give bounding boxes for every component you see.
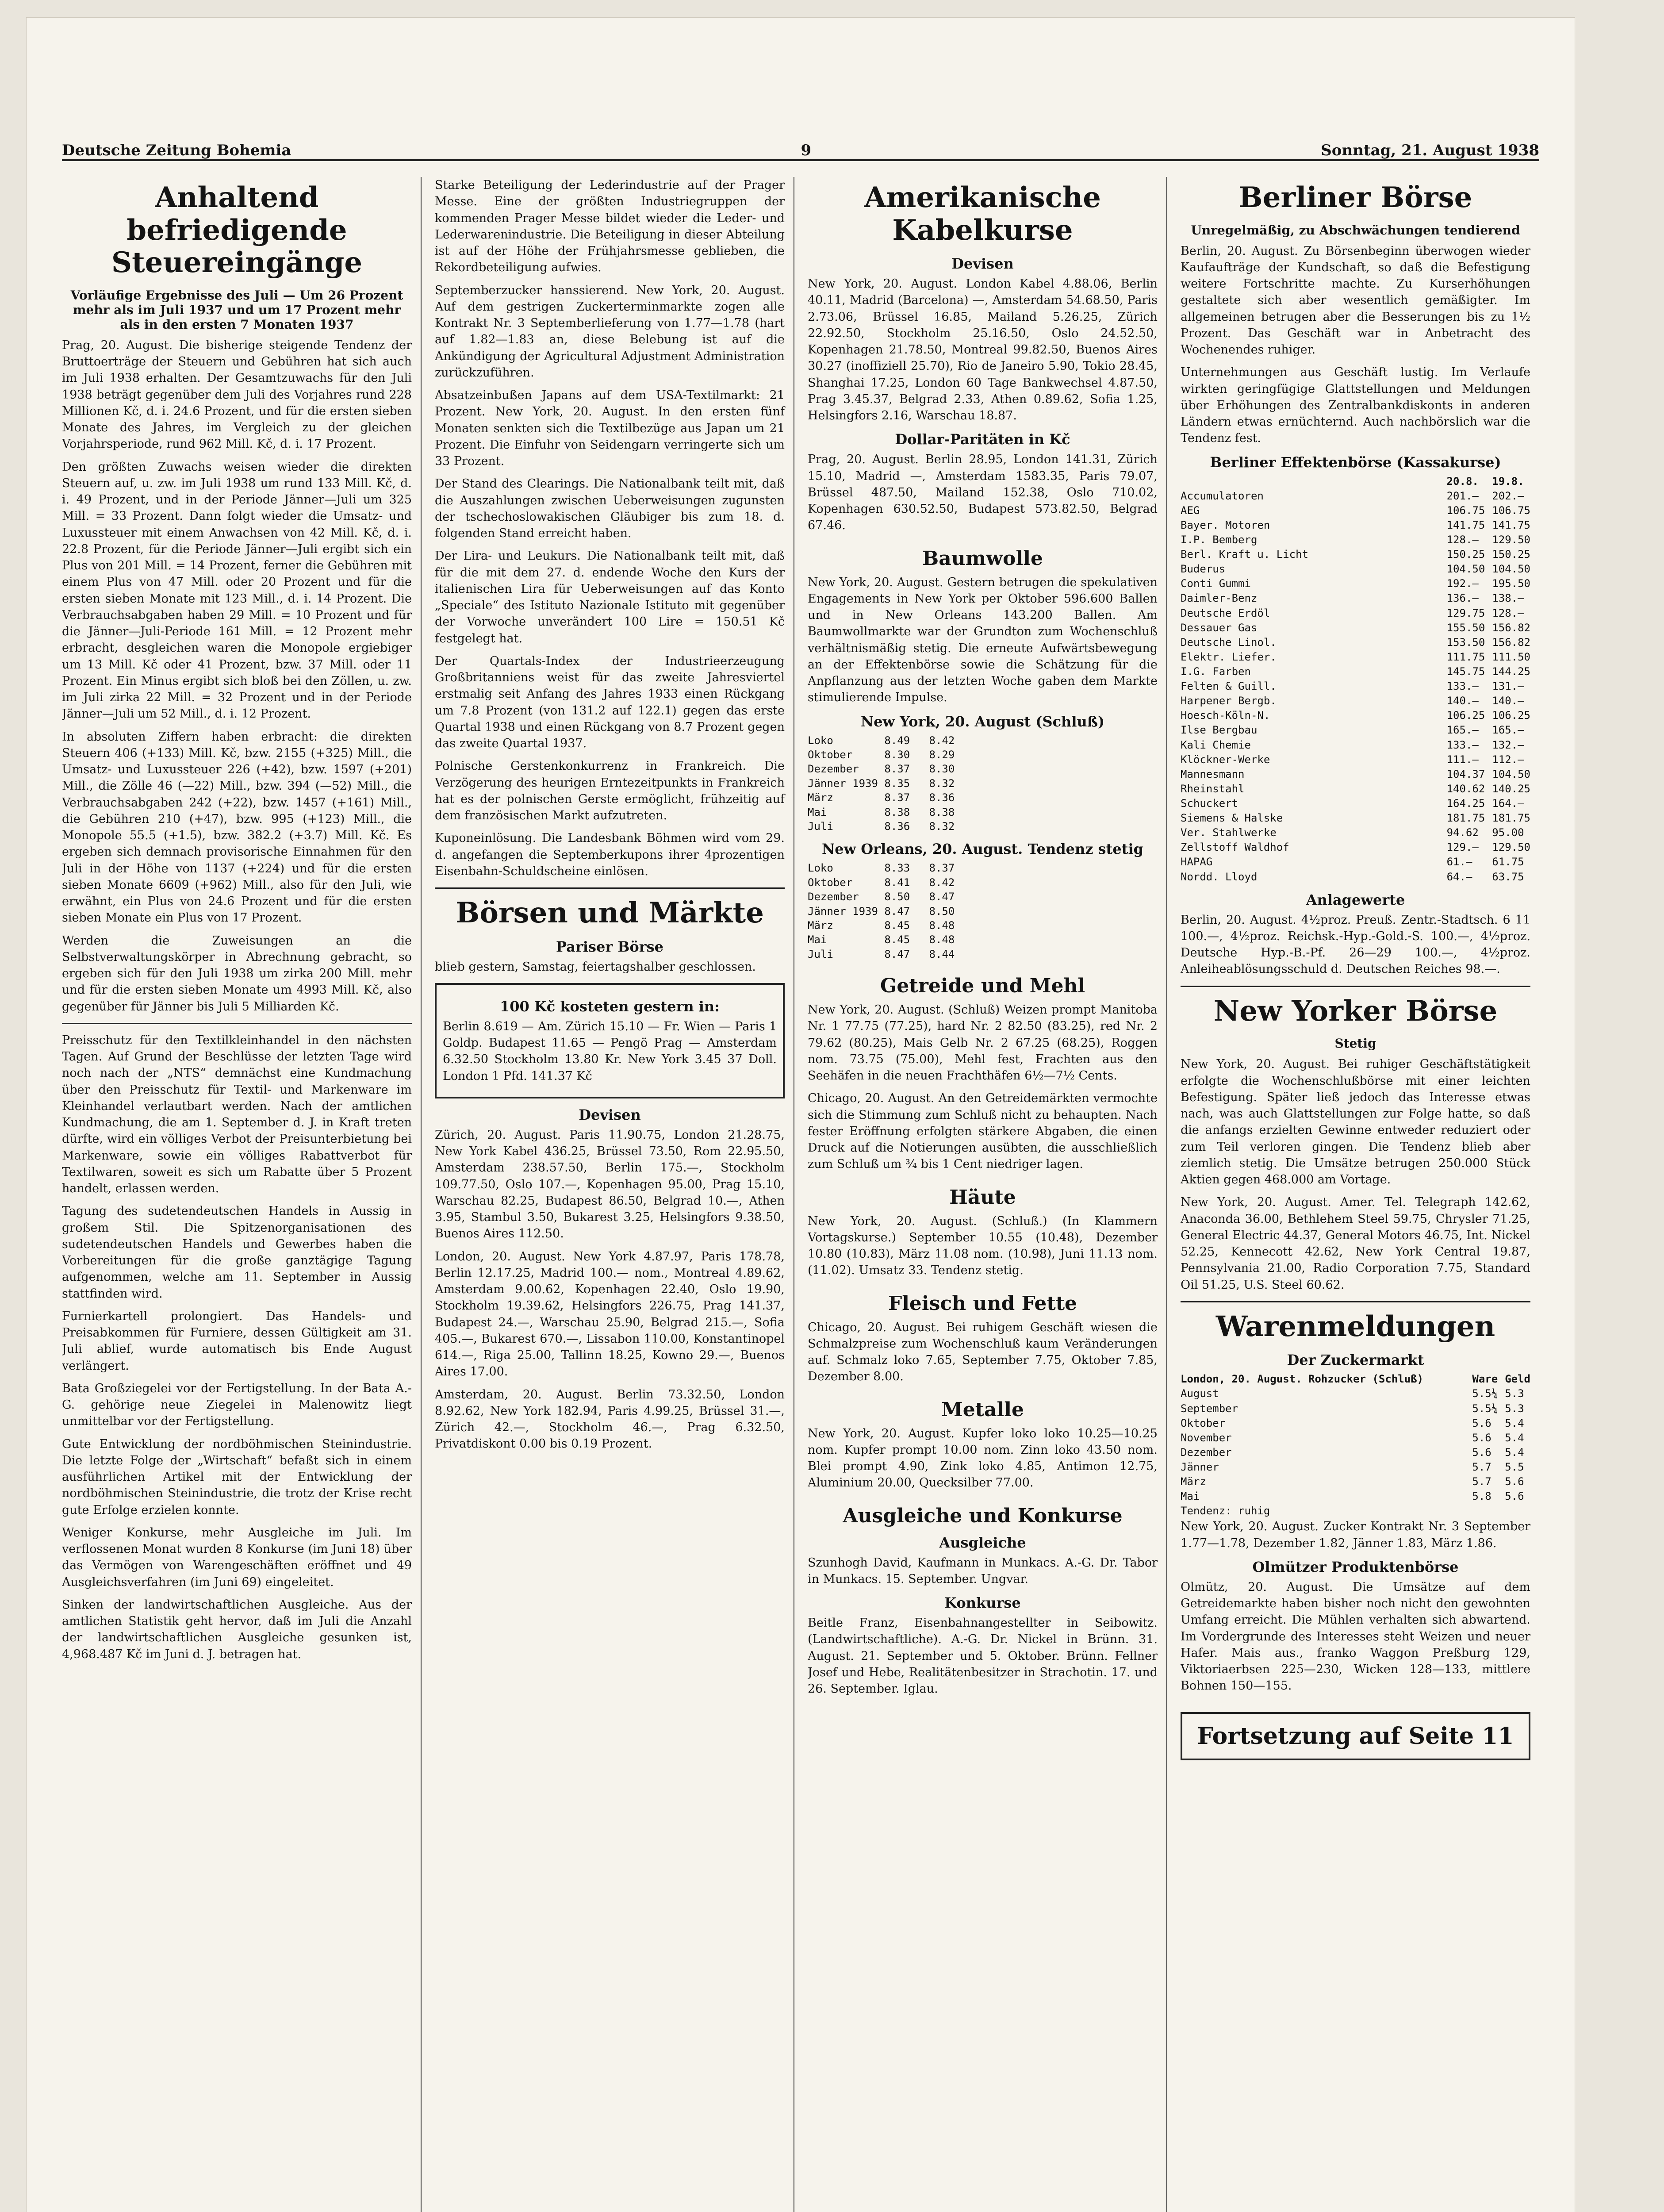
stock-cell: 150.25 [1492,548,1530,561]
paragraph: Bata Großziegelei vor der Fertigstellung. In der Bata A.-G. gehörige neue Ziegelei in Malenowitz liegt unmittelbar vor der Fertigstellung. [62,1381,412,1429]
page-number: 9 [801,142,812,159]
stock-cell: Buderus [1181,563,1226,576]
subsection-title: Devisen [951,255,1014,273]
stock-cell: 128.— [1446,534,1479,546]
sugar-cell: 5.8 [1472,1490,1491,1503]
table-header: Geld [1505,1373,1530,1386]
sugar-cell [1472,1504,1498,1518]
stock-cell: Klöckner-Werke [1181,753,1270,766]
divider [1181,986,1530,987]
paragraph: blieb gestern, Samstag, feiertagshalber geschlossen. [435,960,756,974]
subsection-title-hides: Häute [949,1186,1016,1209]
sugar-cell: 5.7 [1472,1461,1491,1473]
stock-cell: HAPAG [1181,856,1213,868]
stock-cell: 133.— [1446,738,1479,751]
subsection-title-bankruptcy: Ausgleiche und Konkurse [843,1504,1123,1527]
stock-cell: 63.75 [1492,870,1524,883]
column-3 [808,177,1167,2212]
table-header: Ware [1472,1373,1498,1386]
paragraph: Amsterdam, 20. August. Berlin 73.32.50, London 8.92.62, New York 182.94, Paris 4.99.25, Brüssel 31.—, Zürich 42.—, Stockholm 46.—, Prag 6.32.50, Privatdiskont 0.00 bis 0.19 Prozent. [435,1387,785,1451]
stock-cell: 129.50 [1492,534,1530,546]
paragraph: Kuponeinlösung. Die Landesbank Böhmen wird vom 29. d. angefangen die Septemberkupons ihrer 4prozentigen Eisenbahn-Schuldscheine einlösen. [435,831,785,878]
stock-cell: 95.00 [1492,826,1524,839]
paragraph: Szunhogh David, Kaufmann in Munkacs. A.-G. Dr. Tabor in Munkacs. 15. September. Ungvar. [808,1555,1158,1586]
table-header: London, 20. August. Rohzucker (Schluß) [1181,1373,1424,1386]
sugar-cell: 5.6 [1505,1475,1524,1488]
running-header [62,128,1539,161]
table-title: New York, 20. August (Schluß) [860,713,1105,730]
stock-cell: 153.50 [1446,636,1485,649]
stock-cell: 140.62 [1446,782,1485,795]
section-title-berlin: Berliner Börse [1238,181,1472,214]
sugar-cell: Dezember [1181,1446,1232,1459]
section-title-cable: Amerikanische Kabelkurse [864,181,1101,247]
stock-cell: 106.25 [1492,709,1530,722]
sugar-cell: Jänner [1181,1461,1219,1473]
stock-cell: Conti Gummi [1181,577,1251,590]
paragraph: Chicago, 20. August. Bei ruhigem Geschäft wiesen die Schmalzpreise zum Wochenschluß kaum Veränderungen auf. Schmalz loko 7.65, September 7.75, Oktober 7.85, Dezember 8.00. [808,1320,1158,1384]
sugar-cell: März [1181,1475,1206,1488]
berlin-stock-table [1181,474,1530,884]
columns [62,177,1539,2212]
sugar-cell: Oktober [1181,1417,1226,1429]
sugar-cell: 5.3 [1505,1387,1524,1400]
stock-cell: 111.— [1446,753,1479,766]
stock-cell: 106.75 [1446,504,1485,517]
paper-name: Deutsche Zeitung Bohemia [62,142,291,159]
stock-cell: 104.37 [1446,768,1485,780]
stock-cell: Bayer. Motoren [1181,518,1270,531]
stock-cell: 195.50 [1492,577,1530,590]
subsection-title: Ausgleiche [939,1534,1026,1551]
column-4 [1181,177,1539,2212]
column-1 [62,177,422,2212]
subsection-title-fat: Fleisch und Fette [888,1292,1077,1315]
stock-cell: Harpener Bergb. [1181,695,1277,707]
stock-cell: Schuckert [1181,797,1238,810]
paragraph: Beitle Franz, Eisenbahnangestellter in Seibowitz. (Landwirtschaftliche). A.-G. Dr. Nickel in Brünn. 31. August. 21. September und 5. Oktober. Brünn. Fellner Josef und Hebe, Realitätenbesitzer in Strachotin. 17. und 26. September. Iglau. [808,1616,1158,1696]
stock-cell: 111.75 [1446,650,1485,663]
divider [62,1023,412,1024]
sugar-cell: 5.6 [1472,1417,1491,1429]
continued-notice: Fortsetzung auf Seite 11 [1181,1712,1530,1760]
stock-cell: 61.75 [1492,856,1524,868]
paragraph: New York, 20. August. London Kabel 4.88.06, Berlin 40.11, Madrid (Barcelona) —, Amsterdam 54.68.50, Paris 2.73.06, Brüssel 16.85, Mailand 5.26.25, Zürich 22.92.50, Stockholm 25.16.50, Oslo 24.52.50, Kopenhagen 21.78.50, Montreal 99.82.50, Buenos Aires 30.27 (inoffiziell 25.70), Rio de Janeiro 5.90, Tokio 28.45, Shanghai 17.25, London 60 Tage Bankwechsel 4.87.50, Prag 3.45.37, Belgrad 2.33, Athen 0.89.62, Sofia 1.25, Helsingfors 2.16, Warschau 18.87. [808,277,1158,423]
prices-box [435,983,785,1098]
paragraph: Den größten Zuwachs weisen wieder die direkten Steuern auf, u. zw. im Juli 1938 um rund 133 Mill. Kč, d. i. 49 Prozent, und in der Periode Jänner—Juli um 325 Mill. = 33 Prozent. Dann folgt wieder die Umsatz- und Luxussteuer mit einem Anwachsen von 42 Mill. Kč, d. i. 22.8 Prozent, für die Periode Jänner—Juli ergibt sich ein Plus von 201 Mill. = 14 Prozent, ferner die Gebühren mit einem Plus von 47 Mill. oder 20 Prozent und für die ersten sieben Monate mit 123 Mill., d. i. 14 Prozent. Die Verbrauchsabgaben haben 29 Mill. = 10 Prozent und für die Jänner—Juli-Periode 161 Mill. = 12 Prozent mehr erbracht, desgleichen waren die Monopole ergiebiger um 13 Mill. Kč oder 41 Prozent, bzw. 37 Mill. oder 11 Prozent. Ein Minus ergibt sich bloß bei den Zöllen, u. zw. im Juli zirka 22 Mill. = 32 Prozent und in der Periode Jänner—Juli um 52 Mill., d. i. 12 Prozent. [62,460,412,721]
sugar-cell: September [1181,1402,1238,1415]
subsection-title-grain: Getreide und Mehl [880,975,1085,998]
sugar-cell [1505,1504,1530,1518]
table-title: New Orleans, 20. August. Tendenz stetig [821,841,1143,858]
stock-cell: 106.25 [1446,709,1485,722]
divider [435,887,785,889]
paragraph: Berlin, 20. August. Zu Börsenbeginn überwogen wieder Kaufaufträge der Kundschaft, so daß die Befestigung weitere Fortschritte machte. Zu Kurserhöhungen gestaltete sich aber wesentlich gemäßigter. Im allgemeinen betrugen aber die Besserungen bis zu 1½ Prozent. Das Geschäft war in Anbetracht des Wochenendes ruhiger. [1181,244,1530,357]
stock-cell: Rheinstahl [1181,782,1245,795]
paragraph: Weniger Konkurse, mehr Ausgleiche im Juli. Im verflossenen Monat wurden 8 Konkurse (im Juni 18) über das Vermögen von Warengeschäften eröffnet und 49 Ausgleichsverfahren (im Juni 69) eingeleitet. [62,1525,412,1589]
sugar-cell: 5.4 [1505,1446,1524,1459]
table-header: 20.8. [1446,475,1479,488]
stock-cell: 61.— [1446,856,1472,868]
sugar-cell: Mai [1181,1490,1200,1503]
stock-cell: 140.— [1492,695,1524,707]
paragraph: Olmütz, 20. August. Die Umsätze auf dem Getreidemarkte haben bisher noch nicht den gewohnten Umfang erreicht. Die Mühlen verhalten sich abwartend. Im Vordergrunde des Interesses steht Weizen und neuer Hafer. Mais aus., franko Waggon Preßburg 129, Viktoriaerbsen 225—230, Wicken 128—133, mittlere Bohnen 150—155. [1181,1580,1530,1693]
paragraph: New York, 20. August. (Schluß) Weizen prompt Manitoba Nr. 1 77.75 (77.25), hard Nr. 2 82.50 (83.25), red Nr. 2 79.62 (80.25), Mais Gelb Nr. 2 67.25 (68.25), Roggen nom. 73.75 (75.00), Mehl fest, Frachten aus den Seehäfen in die neuen Frachthäfen 6½—7½ Cents. [808,1003,1158,1083]
stock-cell: 94.62 [1446,826,1479,839]
paragraph: New York, 20. August. (Schluß.) (In Klammern Vortagskurse.) September 10.55 (10.48), Dezember 10.80 (10.83), März 11.08 nom. (10.98), Juni 11.13 nom. (11.02). Umsatz 33. Tendenz stetig. [808,1214,1158,1278]
table-title: Berliner Effektenbörse (Kassakurse) [1210,453,1501,471]
section-title-newyork: New Yorker Börse [1213,994,1498,1028]
sugar-cell: August [1181,1387,1219,1400]
sugar-cell: 5.5¼ [1472,1387,1498,1400]
stock-cell: Ilse Bergbau [1181,724,1258,737]
paragraph: New York, 20. August. Kupfer loko loko 10.25—10.25 nom. Kupfer prompt 10.00 nom. Zinn loko 43.50 nom. Blei prompt 4.90, Zink loko 4.85, Antimon 12.75, Aluminium 20.00, Quecksilber 77.00. [808,1426,1158,1490]
table-header: 19.8. [1492,475,1524,488]
stock-cell: Mannesmann [1181,768,1245,780]
stock-cell: 201.— [1446,489,1479,502]
sugar-cell: Tendenz: ruhig [1181,1505,1270,1517]
paragraph: Gute Entwicklung der nordböhmischen Steinindustrie. Die letzte Folge der „Wirtschaft“ befaßt sich in einem ausführlichen Artikel mit der Entwicklung der nordböhmischen Steinindustrie, die trotz der Krise recht gute Erfolge erzielen konnte. [62,1437,412,1517]
paragraph: London, 20. August. New York 4.87.97, Paris 178.78, Berlin 12.17.25, Madrid 100.— nom., Montreal 4.89.62, Amsterdam 9.00.62, Kopenhagen 22.40, Oslo 19.90, Stockholm 19.39.62, Helsingfors 226.75, Prag 141.37, Budapest 24.—, Warschau 25.90, Belgrad 215.—, Sofia 405.—, Bukarest 670.—, Lissabon 110.00, Konstantinopel 614.—, Riga 25.00, Tallinn 18.25, Kowno 29.—, Buenos Aires 17.00. [435,1249,785,1379]
orleans-table: Loko 8.33 8.37 Oktober 8.41 8.42 Dezember 8.50 8.47 Jänner 1939 8.47 8.50 März 8.45 8.48 Mai 8.45 8.48 Juli 8.47 8.44 [808,862,955,960]
paragraph: Zürich, 20. August. Paris 11.90.75, London 21.28.75, New York Kabel 436.25, Brüssel 73.50, Rom 22.95.50, Amsterdam 238.57.50, Berlin 175.—, Stockholm 109.77.50, Oslo 107.—, Kopenhagen 95.00, Prag 15.10, Warschau 82.25, Budapest 86.50, Belgrad 10.—, Athen 3.95, Stambul 3.50, Bukarest 3.25, Helsingfors 9.38.50, Buenos Aires 112.50. [435,1128,785,1241]
stock-cell: 156.82 [1492,636,1530,649]
sugar-cell: November [1181,1431,1232,1444]
section-title-paris: Pariser Börse [556,938,663,955]
paragraph: Furnierkartell prolongiert. Das Handels- und Preisabkommen für Furniere, dessen Gültigkeit am 31. Juli ablief, wurde automatisch bis Ende August verlängert. [62,1309,412,1373]
stock-cell: 104.50 [1492,563,1530,576]
paragraph: New York, 20. August. Amer. Tel. Telegraph 142.62, Anaconda 36.00, Bethlehem Steel 59.75, Chrysler 71.25, General Electric 44.37, General Motors 46.75, Int. Nickel 52.25, Kennecott 42.62, New York Central 19.87, Pennsylvania 21.00, Radio Corporation 7.75, Standard Oil 51.25, U.S. Steel 60.62. [1181,1195,1530,1292]
stock-cell: Nordd. Lloyd [1181,870,1258,883]
paragraph: Der Quartals-Index der Industrieerzeugung Großbritanniens weist für das zweite Jahresviertel erstmalig seit Anfang des Jahres 1933 einen Rückgang um 7.8 Prozent (von 131.2 auf 122.1) gegen das erste Quartal 1938 und einen Rückgang von 8.7 Prozent gegen das zweite Quartal 1937. [435,654,785,750]
stock-cell: 111.50 [1492,650,1530,663]
cotton-table: Loko 8.49 8.42 Oktober 8.30 8.29 Dezember 8.37 8.30 Jänner 1939 8.35 8.32 März 8.37 8.36 Mai 8.38 8.38 Juli 8.36 8.32 [808,734,955,833]
stock-cell: 181.75 [1446,812,1485,825]
stock-cell: 128.— [1492,607,1524,619]
stock-cell: 64.— [1446,870,1472,883]
article-subtitle-tax: Vorläufige Ergebnisse des Juli — Um 26 Prozent mehr als im Juli 1937 und um 17 Prozent mehr als in den ersten 7 Monaten 1937 [70,288,403,332]
paragraph: In absoluten Ziffern haben erbracht: die direkten Steuern 406 (+133) Mill. Kč, bzw. 2155 (+325) Mill., die Umsatz- und Luxussteuer 226 (+42), bzw. 1597 (+201) Mill., die Zölle 46 (—22) Mill., bzw. 394 (—52) Mill., die Verbrauchsabgaben 242 (+22), bzw. 1457 (+161) Mill., die Gebühren 210 (+47), bzw. 995 (+123) Mill., die Monopole 55.5 (+1.5), bzw. 382.2 (+3.7) Mill. Kč. Es ergeben sich demnach provisorische Einnahmen für den Juli in der Höhe von 1137 (+224) und für die ersten sieben Monate 6609 (+962) Mill., also für den Juli, wie erwähnt, ein Plus von 24.6 Prozent und für die ersten sieben Monate ein Plus von 17 Prozent. [62,730,412,925]
subsection-title: Konkurse [944,1594,1021,1612]
stock-cell: 140.25 [1492,782,1530,795]
subsection-title: Dollar-Paritäten in Kč [895,431,1070,448]
sugar-table [1181,1372,1530,1518]
paragraph: Absatzeinbußen Japans auf dem USA-Textilmarkt: 21 Prozent. New York, 20. August. In den ersten fünf Monaten senkten sich die Textilbezüge aus Japan um 21 Prozent. Die Einfuhr von Seidengarn verringerte sich um 33 Prozent. [435,388,785,468]
paragraph: Werden die Zuweisungen an die Selbstverwaltungskörper in Abrechnung gebracht, so ergeben sich für den Juli 1938 um zirka 200 Mill. mehr und für die ersten sieben Monate um 4993 Mill. Kč, also gegenüber für Jänner bis Juli 5 Milliarden Kč. [62,933,412,1014]
paragraph: New York, 20. August. Gestern betrugen die spekulativen Engagements in New York per Oktober 596.600 Ballen und in New Orleans 143.200 Ballen. Am Baumwollmarkte war der Grundton zum Wochenschluß verhältnismäßig stetig. Die erneute Aufwärtsbewegung an der Effektenbörse sowie die Schätzung für die Anpflanzung aus der letzten Woche gaben dem Markte stimulierende Impulse. [808,575,1158,705]
subtitle: Stetig [1334,1036,1376,1051]
stock-cell: 104.50 [1492,768,1530,780]
stock-cell: 202.— [1492,489,1524,502]
stock-cell: 133.— [1446,680,1479,693]
stock-cell: 106.75 [1492,504,1530,517]
sugar-cell: 5.5¼ [1472,1402,1498,1415]
paragraph: New York, 20. August. Zucker Kontrakt Nr. 3 September 1.77—1.78, Dezember 1.82, Jänner 1.83, März 1.86. [1181,1520,1530,1550]
stock-cell: Deutsche Erdöl [1181,607,1270,619]
stock-cell: 141.75 [1446,518,1485,531]
stock-cell: 129.— [1446,841,1479,854]
stock-cell: 164.— [1492,797,1524,810]
subsection-title: Der Zuckermarkt [1287,1352,1424,1369]
sugar-cell: 5.5 [1505,1461,1524,1473]
stock-cell: 104.50 [1446,563,1485,576]
stock-cell: 150.25 [1446,548,1485,561]
stock-cell: 156.82 [1492,621,1530,634]
stock-cell: 144.25 [1492,665,1530,678]
stock-cell: 138.— [1492,592,1524,605]
subsection-title: Anlagewerte [1306,891,1405,908]
sugar-cell: 5.6 [1505,1490,1524,1503]
stock-cell: 164.25 [1446,797,1485,810]
sugar-cell: 5.7 [1472,1475,1491,1488]
subsection-title-metals: Metalle [941,1398,1024,1421]
stock-cell: I.P. Bemberg [1181,534,1258,546]
section-title-markets: Börsen und Märkte [456,896,764,929]
paragraph: Starke Beteiligung der Lederindustrie auf der Prager Messe. Eine der größten Industriegruppen der kommenden Prager Messe bildet wieder die Leder- und Lederwarenindustrie. Die Beteiligung in dieser Abteilung ist auf der Höhe der Frühjahrsmesse geblieben, die Rekordbeteiligung aufwies. [435,178,785,275]
stock-cell: 132.— [1492,738,1524,751]
sugar-cell: 5.3 [1505,1402,1524,1415]
paragraph: Septemberzucker hanssierend. New York, 20. August. Auf dem gestrigen Zuckerterminmarkte zogen alle Kontrakt Nr. 3 Septemberlieferung von 1.77—1.78 (hart auf 1.82—1.83 an, diese Belebung ist auf die Ankündigung der Agricultural Adjustment Administration zurückzuführen. [435,283,785,380]
paragraph: Preisschutz für den Textilkleinhandel in den nächsten Tagen. Auf Grund der Beschlüsse der letzten Tage wird noch nach der „NTS“ demnächst eine Kundmachung über den Preisschutz für Textil- und Markenware im Kleinhandel verlautbart werden. Nach der amtlichen Kundmachung, die am 1. September d. J. in Kraft treten dürfte, wird ein völliges Verbot der Preisunterbietung bei Markenware, sowie ein völliges Rabattverbot für Textilwaren, soweit es sich um Rabatte über 5 Prozent handelt, erlassen werden. [62,1033,412,1196]
paragraph: Der Lira- und Leukurs. Die Nationalbank teilt mit, daß für die mit dem 27. d. endende Woche den Kurs der italienischen Lira für Ueberweisungen auf das Konto „Speciale“ des Istituto Nazionale Istituto mit gegenüber der Vorwoche unverändert 100 Lire = 150.51 Kč festgelegt hat. [435,549,785,645]
paragraph: Der Stand des Clearings. Die Nationalbank teilt mit, daß die Auszahlungen zwischen Ueberweisungen zugunsten der tschechoslowakischen Gläubiger bis zum 18. d. folgenden Stand erreicht haben. [435,477,785,540]
paragraph: Berlin, 20. August. 4½proz. Preuß. Zentr.-Stadtsch. 6 11 100.—, 4½proz. Reichsk.-Hyp.-Gold.-S. 100.—, 4½proz. Deutsche Hyp.-B.-Pf. 26—29 100.—, 4½proz. Anleiheablösungsschuld d. Deutschen Reiches 98.—. [1181,913,1530,976]
subsection-title-cotton: Baumwolle [922,547,1043,570]
stock-cell: 131.— [1492,680,1524,693]
paragraph: Sinken der landwirtschaftlichen Ausgleiche. Aus der amtlichen Statistik geht hervor, daß im Juli die Anzahl der landwirtschaftlichen Ausgleiche gesunken ist, 4,968.487 Kč im Juni d. J. betragen hat. [62,1598,412,1661]
section-title-goods: Warenmeldungen [1215,1310,1495,1343]
stock-cell: Siemens & Halske [1181,812,1283,825]
stock-cell: Ver. Stahlwerke [1181,826,1277,839]
stock-cell: 165.— [1492,724,1524,737]
paragraph: Chicago, 20. August. An den Getreidemärkten vermochte sich die Stimmung zum Schluß nicht zu behaupten. Nach fester Eröffnung erfolgten stärkere Abgaben, die einen Druck auf die Notierungen ausübten, die ausschließlich zum Schluß um ¾ bis 1 Cent niedriger lagen. [808,1091,1158,1171]
sugar-cell: 5.4 [1505,1417,1524,1429]
stock-cell: 141.75 [1492,518,1530,531]
sugar-cell: 5.6 [1472,1431,1491,1444]
stock-cell: Dessauer Gas [1181,621,1258,634]
paragraph: Prag, 20. August. Die bisherige steigende Tendenz der Bruttoerträge der Steuern und Gebühren hat sich auch im Juli 1938 erhalten. Der Gesamtzuwachs für den Juli 1938 beträgt gegenüber dem Juli des Vorjahres rund 228 Millionen Kč, d. i. 24.6 Prozent, und für die ersten sieben Monate des Jahres, im Vergleich zu der gleichen Vorjahrsperiode, rund 962 Mill. Kč, d. i. 17 Prozent. [62,338,412,451]
table-header [1181,474,1440,489]
subsection-title: Olmützer Produktenbörse [1252,1558,1459,1575]
stock-cell: Elektr. Liefer. [1181,650,1277,663]
paragraph: New York, 20. August. Bei ruhiger Geschäftstätigkeit erfolgte die Wochenschlußbörse mit einer leichten Befestigung. Später ließ jedoch das Interesse etwas nach, was auch Glattstellungen zur Folge hatte, so daß die anfangs erzielten Gewinne entweder reduziert oder zum Teil verloren gingen. Die Tendenz blieb aber ziemlich stetig. Die Umsätze betrugen 250.000 Stück Aktien gegen 468.000 am Vortage. [1181,1057,1530,1187]
stock-cell: Kali Chemie [1181,738,1251,751]
paragraph: Polnische Gerstenkonkurrenz in Frankreich. Die Verzögerung des heurigen Erntezeitpunkts in Frankreich hat es der polnischen Gerste ermöglicht, frühzeitig auf dem französischen Markt aufzutreten. [435,759,785,822]
sugar-cell: 5.4 [1505,1431,1524,1444]
stock-cell: Daimler-Benz [1181,592,1258,605]
paragraph: Unternehmungen aus Geschäft lustig. Im Verlaufe wirkten geringfügige Glattstellungen und Meldungen über Erhöhungen des Zentralbankdiskonts in anderen Ländern etwas ernüchternd. Auch nachbörslich war die Tendenz fest. [1181,365,1530,445]
stock-cell: 181.75 [1492,812,1530,825]
stock-cell: Deutsche Linol. [1181,636,1277,649]
stock-cell: 192.— [1446,577,1479,590]
stock-cell: 112.— [1492,753,1524,766]
stock-cell: Accumulatoren [1181,489,1264,502]
issue-date: Sonntag, 21. August 1938 [1321,142,1539,159]
stock-cell: 140.— [1446,695,1479,707]
paragraph: Tagung des sudetendeutschen Handels in Aussig in großem Stil. Die Spitzenorganisationen des sudetendeutschen Handels und Gewerbes haben die Vorbereitungen für die große ganztägige Tagung aufgenommen, welche am 11. September in Aussig stattfinden wird. [62,1204,412,1301]
prices-text: Berlin 8.619 — Am. Zürich 15.10 — Fr. Wien — Paris 1 Goldp. Budapest 11.65 — Pengö Prag — Amsterdam 6.32.50 Stockholm 13.80 Kr. New York 3.45 37 Doll. London 1 Pfd. 141.37 Kč [443,1019,777,1083]
stock-cell: 129.75 [1446,607,1485,619]
stock-cell: 155.50 [1446,621,1485,634]
stock-cell: Hoesch-Köln-N. [1181,709,1270,722]
stock-cell: AEG [1181,504,1200,517]
stock-cell: Felten & Guill. [1181,680,1277,693]
stock-cell: 136.— [1446,592,1479,605]
stock-cell: 129.50 [1492,841,1530,854]
newspaper-page [27,18,1575,2212]
prices-title: 100 Kč kosteten gestern in: [500,998,720,1015]
stock-cell: Berl. Kraft u. Licht [1181,548,1308,561]
column-2 [435,177,794,2212]
stock-cell: 145.75 [1446,665,1485,678]
sugar-cell: 5.6 [1472,1446,1491,1459]
section-title-devisen: Devisen [579,1106,641,1123]
subtitle: Unregelmäßig, zu Abschwächungen tendierend [1191,223,1520,238]
stock-cell: I.G. Farben [1181,665,1251,678]
stock-cell: Zellstoff Waldhof [1181,841,1289,854]
stock-cell: 165.— [1446,724,1479,737]
divider [1181,1301,1530,1302]
paragraph: Prag, 20. August. Berlin 28.95, London 141.31, Zürich 15.10, Madrid —, Amsterdam 1583.35, Paris 79.07, Brüssel 487.50, Mailand 152.38, Oslo 710.02, Kopenhagen 630.52.50, Budapest 573.82.50, Belgrad 67.46. [808,453,1158,533]
article-title-tax: Anhaltend befriedigende Steuereingänge [111,181,363,280]
